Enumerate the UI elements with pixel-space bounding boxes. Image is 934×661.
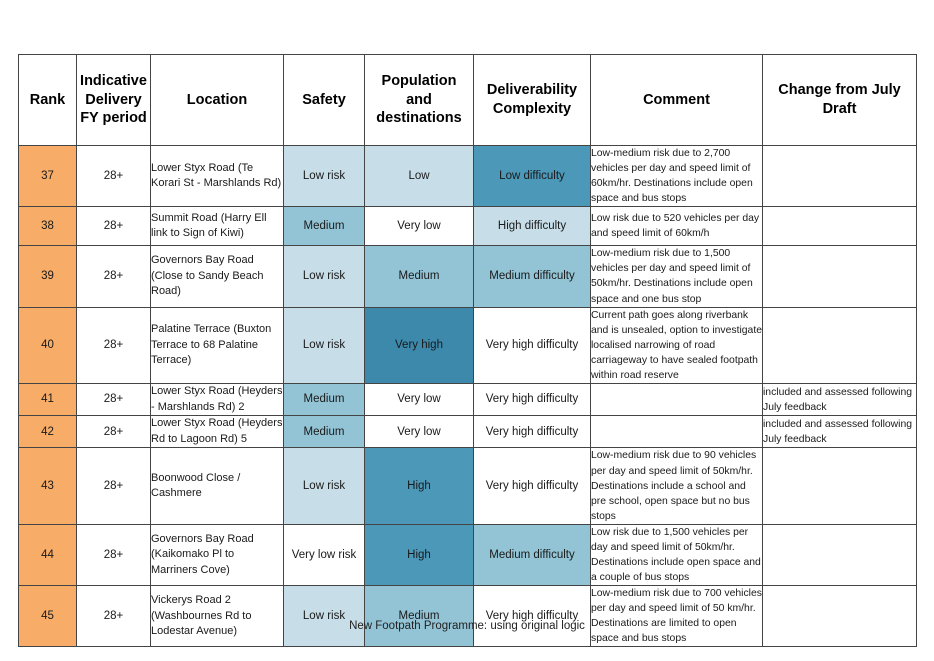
cell-change	[763, 448, 917, 524]
cell-deliverability: Medium difficulty	[474, 246, 591, 307]
cell-safety: Very low risk	[284, 524, 365, 585]
column-header-change-from-july-draft	[763, 55, 917, 146]
cell-rank: 45	[19, 586, 77, 647]
cell-safety: Medium	[284, 207, 365, 246]
table-row	[19, 416, 917, 448]
cell-population: Medium	[365, 246, 474, 307]
ranking-table	[18, 54, 917, 647]
cell-change	[763, 207, 917, 246]
header-text-line2: Complexity	[492, 101, 572, 117]
cell-population: Low	[365, 146, 474, 207]
cell-comment	[591, 384, 763, 416]
table-row	[19, 246, 917, 307]
cell-location: Governors Bay Road (Kaikomako Pl to Marriners Cove)	[151, 524, 284, 585]
cell-rank: 41	[19, 384, 77, 416]
cell-rank: 37	[19, 146, 77, 207]
cell-rank: 43	[19, 448, 77, 524]
table-row	[19, 146, 917, 207]
table-row	[19, 524, 917, 585]
cell-comment: Low-medium risk due to 2,700 vehicles per day and speed limit of 60km/hr. Destinations include open space and bus stops	[591, 146, 763, 207]
cell-fy-period: 28+	[77, 524, 151, 585]
header-text-line2: and	[406, 91, 432, 108]
cell-comment: Low-medium risk due to 700 vehicles per day and speed limit of 50 km/hr. Destinations are limited to open space and bus stops	[591, 586, 763, 647]
column-header-safety	[284, 55, 365, 146]
cell-safety: Low risk	[284, 307, 365, 383]
header-text-line1: Deliverability	[486, 82, 578, 99]
column-header-indicative-delivery-fy-period	[77, 55, 151, 146]
cell-safety: Low risk	[284, 246, 365, 307]
cell-fy-period: 28+	[77, 207, 151, 246]
cell-comment: Low-medium risk due to 90 vehicles per day and speed limit of 50km/hr. Destinations include a school and pre school, open space but no bus stops	[591, 448, 763, 524]
header-text-line1: Population	[381, 73, 457, 90]
header-text: Rank	[29, 91, 66, 108]
cell-change: included and assessed following July feedback	[763, 384, 917, 416]
cell-change	[763, 307, 917, 383]
cell-fy-period: 28+	[77, 448, 151, 524]
table-row	[19, 586, 917, 647]
cell-fy-period: 28+	[77, 246, 151, 307]
cell-comment	[591, 416, 763, 448]
table-row	[19, 207, 917, 246]
header-text-line3: FY period	[80, 110, 147, 127]
cell-location: Governors Bay Road (Close to Sandy Beach Road)	[151, 246, 284, 307]
cell-location: Lower Styx Road (Te Korari St - Marshlands Rd)	[151, 146, 284, 207]
cell-population: Very low	[365, 416, 474, 448]
header-text-line2: Delivery	[85, 91, 142, 108]
column-header-rank	[19, 55, 77, 146]
cell-deliverability: Very high difficulty	[474, 586, 591, 647]
header-text: Safety	[302, 91, 346, 108]
cell-deliverability: Very high difficulty	[474, 416, 591, 448]
header-text-line1: Change from July	[778, 82, 901, 99]
header-text-line2: Draft	[822, 101, 857, 117]
header-text: Comment	[643, 91, 710, 108]
cell-location: Boonwood Close / Cashmere	[151, 448, 284, 524]
cell-location: Summit Road (Harry Ell link to Sign of Kiwi)	[151, 207, 284, 246]
cell-change	[763, 524, 917, 585]
cell-safety: Medium	[284, 384, 365, 416]
ranking-table-container	[18, 54, 916, 647]
cell-fy-period: 28+	[77, 307, 151, 383]
table-header	[19, 55, 917, 146]
cell-comment: Low risk due to 1,500 vehicles per day and speed limit of 50km/hr. Destinations include open space and a couple of bus stops	[591, 524, 763, 585]
column-header-deliverability-complexity	[474, 55, 591, 146]
cell-deliverability: Medium difficulty	[474, 524, 591, 585]
cell-rank: 39	[19, 246, 77, 307]
cell-population: Very low	[365, 207, 474, 246]
cell-safety: Low risk	[284, 146, 365, 207]
column-header-comment	[591, 55, 763, 146]
cell-deliverability: Very high difficulty	[474, 448, 591, 524]
header-text: Location	[186, 91, 248, 108]
figure-caption: New Footpath Programme: using original logic	[349, 620, 585, 632]
cell-comment: Current path goes along riverbank and is unsealed, option to investigate localised narrowing of road carriageway to have sealed footpath within road reserve	[591, 307, 763, 383]
cell-rank: 44	[19, 524, 77, 585]
cell-population: Medium	[365, 586, 474, 647]
column-header-population-and-destinations	[365, 55, 474, 146]
table-row	[19, 307, 917, 383]
cell-deliverability: High difficulty	[474, 207, 591, 246]
cell-population: High	[365, 448, 474, 524]
cell-population: High	[365, 524, 474, 585]
table-row	[19, 384, 917, 416]
cell-population: Very high	[365, 307, 474, 383]
cell-comment: Low risk due to 520 vehicles per day and speed limit of 60km/h	[591, 207, 763, 246]
cell-deliverability: Low difficulty	[474, 146, 591, 207]
header-row	[19, 55, 917, 146]
table-row	[19, 448, 917, 524]
cell-change	[763, 246, 917, 307]
cell-safety: Low risk	[284, 586, 365, 647]
header-text-line1: Indicative	[80, 73, 147, 90]
cell-change	[763, 586, 917, 647]
table-body	[19, 146, 917, 647]
cell-comment: Low-medium risk due to 1,500 vehicles per day and speed limit of 50km/hr. Destinations include open space and one bus stop	[591, 246, 763, 307]
cell-change: included and assessed following July feedback	[763, 416, 917, 448]
cell-fy-period: 28+	[77, 146, 151, 207]
cell-location: Lower Styx Road (Heyders - Marshlands Rd) 2	[151, 384, 284, 416]
cell-rank: 40	[19, 307, 77, 383]
cell-population: Very low	[365, 384, 474, 416]
cell-location: Palatine Terrace (Buxton Terrace to 68 Palatine Terrace)	[151, 307, 284, 383]
cell-safety: Medium	[284, 416, 365, 448]
cell-fy-period: 28+	[77, 586, 151, 647]
cell-deliverability: Very high difficulty	[474, 307, 591, 383]
column-header-location	[151, 55, 284, 146]
cell-location: Vickerys Road 2 (Washbournes Rd to Lodestar Avenue)	[151, 586, 284, 647]
cell-deliverability: Very high difficulty	[474, 384, 591, 416]
cell-rank: 42	[19, 416, 77, 448]
cell-rank: 38	[19, 207, 77, 246]
cell-fy-period: 28+	[77, 416, 151, 448]
cell-safety: Low risk	[284, 448, 365, 524]
cell-change	[763, 146, 917, 207]
cell-fy-period: 28+	[77, 384, 151, 416]
cell-location: Lower Styx Road (Heyders Rd to Lagoon Rd) 5	[151, 416, 284, 448]
header-text-line3: destinations	[376, 110, 462, 127]
